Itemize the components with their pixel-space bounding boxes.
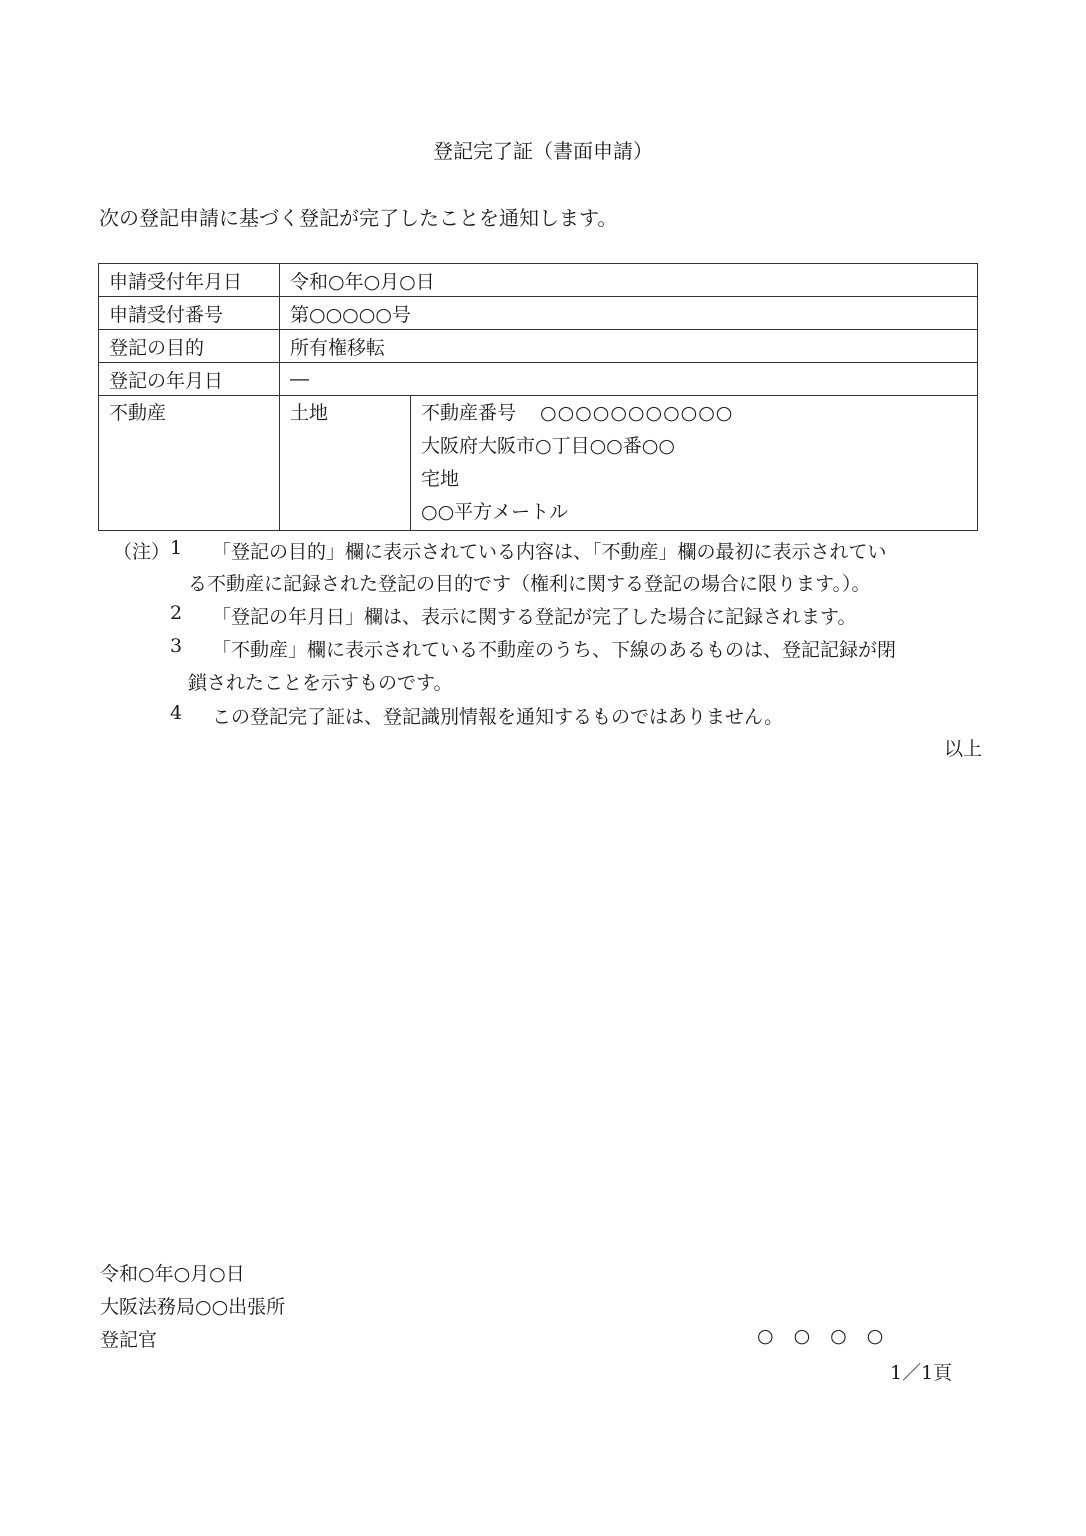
property-row (99, 396, 978, 531)
table-row (99, 330, 978, 363)
table-row (99, 297, 978, 330)
registration-table (98, 263, 978, 531)
row-value: 令和○年○月○日 (280, 264, 978, 297)
row-value: ― (280, 363, 978, 396)
table-row (99, 264, 978, 297)
row-label: 登記の目的 (99, 330, 280, 363)
row-label: 申請受付番号 (99, 297, 280, 330)
document-title: 登記完了証（書面申請） (433, 139, 653, 163)
property-area: ○○平方メートル (421, 501, 569, 523)
table-row (99, 363, 978, 396)
note-number: 4 (170, 702, 183, 724)
property-land-category: 宅地 (421, 468, 460, 490)
note-line: この登記完了証は、登記識別情報を通知するものではありません。 (212, 706, 784, 728)
note-line: る不動産に記録された登記の目的です（権利に関する登記の場合に限ります。）。 (188, 573, 871, 595)
note-line: 鎖されたことを示すものです。 (188, 672, 453, 694)
row-value: 所有権移転 (280, 330, 978, 363)
note-line: 「登記の年月日」欄は、表示に関する登記が完了した場合に記録されます。 (212, 606, 857, 628)
row-value: 第○○○○○号 (280, 297, 978, 330)
issue-date: 令和○年○月○日 (100, 1263, 245, 1285)
property-details (411, 396, 978, 531)
note-line: 「不動産」欄に表示されている不動産のうち、下線のあるものは、登記記録が閉 (212, 639, 897, 661)
property-number-line (421, 398, 967, 431)
registrar-label: 登記官 (100, 1329, 158, 1351)
property-number-value: ○○○○○○○○○○○ (540, 402, 734, 424)
registrar-name: ○○○○ (757, 1325, 904, 1347)
property-type: 土地 (280, 396, 411, 531)
closing-text: 以上 (944, 738, 983, 760)
row-label: 登記の年月日 (99, 363, 280, 396)
issuing-office: 大阪法務局○○出張所 (100, 1296, 286, 1318)
property-address: 大阪府大阪市○丁目○○番○○ (421, 435, 675, 457)
note-number: 3 (170, 635, 183, 657)
intro-text: 次の登記申請に基づく登記が完了したことを通知します。 (99, 206, 618, 230)
property-label: 不動産 (99, 396, 280, 531)
property-number-label: 不動産番号 (421, 402, 517, 424)
note-line: 「登記の目的」欄に表示されている内容は、「不動産」欄の最初に表示されてい (212, 541, 887, 563)
notes-prefix: （注） (113, 541, 171, 563)
row-label: 申請受付年月日 (99, 264, 280, 297)
page-number: 1／1頁 (890, 1362, 953, 1384)
note-number: 2 (170, 602, 183, 624)
note-number: 1 (170, 537, 183, 559)
